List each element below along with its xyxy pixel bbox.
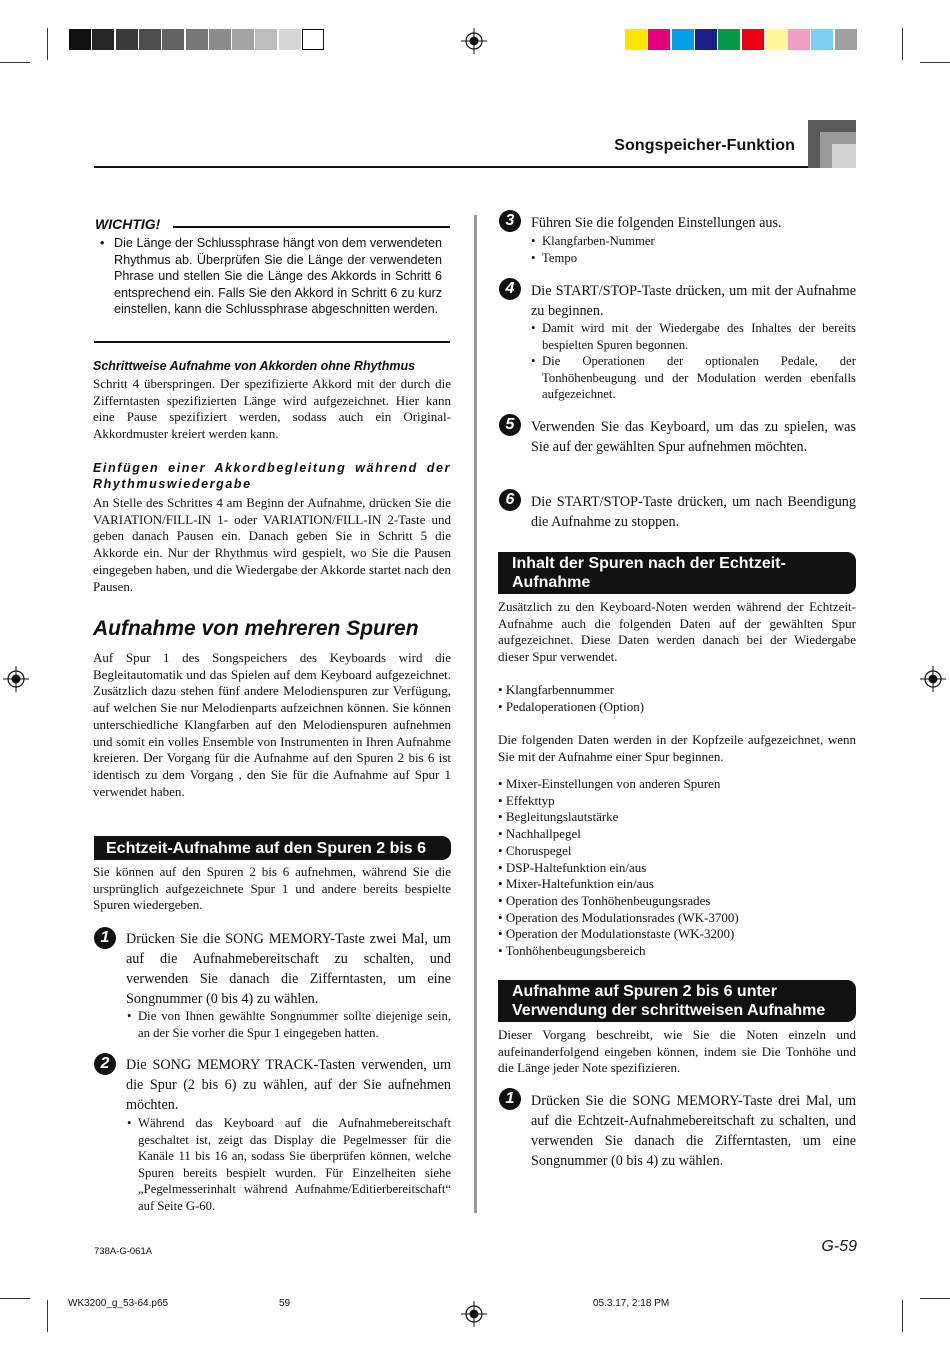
warning-body: Die Länge der Schlussphrase hängt von dem verwendeten Rhythmus ab. Überprüfen Sie die Länge der verwendeten Phrase und stellen Sie die Länge des Akkords in Schritt 6 entsprechend ein. Falls Sie den Akkord in Schritt 6 zu kurz einstellen, kann die Schlussphrase abgeschnitten werden. <box>114 236 442 317</box>
list-item: • DSP-Haltefunktion ein/aus <box>498 860 856 877</box>
step-number-2: 2 <box>94 1053 116 1075</box>
list-item: • Choruspegel <box>498 843 856 860</box>
list-item: • Tempo <box>531 250 856 267</box>
section-bar-step-recording <box>498 980 856 1022</box>
subheading-step-chords: Schrittweise Aufnahme von Akkorden ohne Rhythmus <box>93 359 416 373</box>
subheading-insert-chords: Einfügen einer Akkordbegleitung während der Rhythmuswiedergabe <box>93 461 451 491</box>
gray-swatch <box>69 29 91 50</box>
color-swatch <box>648 29 670 50</box>
step-number-6: 6 <box>499 489 521 511</box>
gray-swatch <box>302 29 324 50</box>
gray-swatch <box>116 29 138 50</box>
gray-swatch <box>92 29 114 50</box>
step-number-b1: 1 <box>499 1088 521 1110</box>
gray-swatch <box>186 29 208 50</box>
step-number-3: 3 <box>499 210 521 232</box>
paragraph-insert-chords: An Stelle des Schrittes 4 am Beginn der Aufnahme, drücken Sie die VARIATION/FILL-IN 1- oder VARIATION/FILL-IN 2-Taste und geben danach Pausen ein. Danach geben Sie in Schritt 5 die Akkorde ein. Nur der Rhythmus wird gespielt, wo Sie die Pausen eingegeben haben, und die Wiedergabe der Akkorde startet nach den Pausen. <box>93 495 451 594</box>
warning-text <box>100 235 442 318</box>
recorded-data-list <box>498 682 856 715</box>
list-item: • Effekttyp <box>498 793 856 810</box>
step-2-text: Die SONG MEMORY TRACK-Tasten verwenden, um die Spur (2 bis 6) zu wählen, auf der Sie aufnehmen möchten. <box>126 1057 451 1113</box>
gray-swatch <box>255 29 277 50</box>
page-number: G-59 <box>821 1238 857 1255</box>
step-2-notes <box>127 1115 451 1215</box>
paragraph-multitrack: Auf Spur 1 des Songspeichers des Keyboards wird die Begleitautomatik und das Spielen auf dem Keyboard aufgezeichnet. Zusätzlich dazu stehen fünf andere Melodienspuren zur Verfügung, auf welchen Sie nur Melodienparts aufzeichnen können. Sie können unterschiedliche Klangfarben auf den Melodienspuren aufnehmen und somit ein volles Ensemble von Instrumenten in Ihren Aufnahme kreieren. Der Vorgang für die Aufnahme auf den Spuren 2 bis 6 ist identisch zu dem Vorgang , den Sie für die Aufnahme auf Spur 1 verwendet haben. <box>93 650 451 799</box>
color-swatch <box>811 29 833 50</box>
warning-rule-top <box>173 226 450 228</box>
color-swatch <box>742 29 764 50</box>
step-3-notes <box>531 233 856 266</box>
step-4-text: Die START/STOP-Taste drücken, um mit der Aufnahme zu beginnen. <box>531 283 856 319</box>
paragraph-realtime-intro: Sie können auf den Spuren 2 bis 6 aufnehmen, während Sie die ursprünglich aufgezeichnete Spur 1 und andere bereits bespielte Spuren wiedergeben. <box>93 864 451 913</box>
main-heading: Aufnahme von mehreren Spuren <box>93 617 419 640</box>
gray-swatch <box>139 29 161 50</box>
list-item: • Klangfarbennummer <box>498 682 856 699</box>
registration-mark-bottom <box>461 1301 487 1327</box>
registration-mark-right <box>920 666 946 692</box>
list-item: • Nachhallpegel <box>498 826 856 843</box>
list-item: • Operation des Tonhöhenbeugungsrades <box>498 893 856 910</box>
list-item: • Während das Keyboard auf die Aufnahmebereitschaft geschaltet ist, zeigt das Display die Pegelmesser für die Kanäle 11 bis 16 an, sodass Sie überprüfen können, welche Spuren bereits bespielt wurden. Für Einzelheiten siehe „Pegelmesserinhalt während Aufnahme/Editierbereitschaft“ auf Seite G-60. <box>127 1115 451 1215</box>
print-date: 05.3.17, 2:18 PM <box>593 1298 670 1309</box>
list-item: • Begleitungslautstärke <box>498 809 856 826</box>
paragraph-step-recording: Dieser Vorgang beschreibt, wie Sie die Noten einzeln und aufeinanderfolgend eingeben können, indem sie Die Tonhöhe und die Länge jeder Note spezifizieren. <box>498 1027 856 1076</box>
color-swatch <box>788 29 810 50</box>
bullet-icon: • <box>100 236 105 250</box>
color-swatch <box>718 29 740 50</box>
step-number-4: 4 <box>499 278 521 300</box>
step-1-notes <box>127 1008 451 1041</box>
step-b1-text: Drücken Sie die SONG MEMORY-Taste drei Mal, um auf die Echtzeit-Aufnahmebereitschaft zu schalten, und verwenden Sie danach die Zifferntasten, um eine Songnummer (0 bis 4) zu wählen. <box>531 1093 856 1169</box>
step-3-text: Führen Sie die folgenden Einstellungen aus. <box>531 215 782 231</box>
section-tab-graphic <box>808 120 856 168</box>
registration-mark-top <box>461 28 487 54</box>
section-bar-track-contents <box>498 552 856 594</box>
color-swatch <box>695 29 717 50</box>
gray-swatch <box>232 29 254 50</box>
print-page-number: 59 <box>279 1298 291 1309</box>
step-1-text: Drücken Sie die SONG MEMORY-Taste zwei Mal, um auf die Aufnahmebereitschaft zu schalten, und verwenden Sie danach die Zifferntasten, um eine Songnummer (0 bis 4) zu wählen. <box>126 931 451 1007</box>
list-item: • Die von Ihnen gewählte Songnummer sollte diejenige sein, an der Sie vorher die Spur 1 eingegeben hatten. <box>127 1008 451 1041</box>
step-number-1: 1 <box>94 927 116 949</box>
registration-mark-left <box>3 666 29 692</box>
section-bar-track-contents-line2: Aufnahme <box>512 574 591 591</box>
header-rule <box>94 166 856 168</box>
list-item: • Tonhöhenbeugungsbereich <box>498 943 856 960</box>
color-swatch <box>672 29 694 50</box>
list-item: • Mixer-Haltefunktion ein/aus <box>498 876 856 893</box>
list-item: • Pedaloperationen (Option) <box>498 699 856 716</box>
paragraph-step-chords: Schritt 4 überspringen. Der spezifizierte Akkord mit der durch die Zifferntasten spezifizierten Länge wird aufgezeichnet. Hier kann eine Pause spezifiziert werden, sodass auch ein Original-Akkordmuster kreiert werden kann. <box>93 376 451 442</box>
warning-rule-bottom <box>94 341 450 343</box>
list-item: • Mixer-Einstellungen von anderen Spuren <box>498 776 856 793</box>
color-swatch <box>765 29 787 50</box>
step-5-text: Verwenden Sie das Keyboard, um das zu spielen, was Sie auf der gewählten Spur aufnehmen möchten. <box>531 419 856 455</box>
file-name: WK3200_g_53-64.p65 <box>68 1298 169 1309</box>
document-code: 738A-G-061A <box>94 1246 153 1257</box>
step-4-notes <box>531 320 856 403</box>
step-number-5: 5 <box>499 414 521 436</box>
column-divider <box>474 215 477 1213</box>
color-swatch <box>625 29 647 50</box>
list-item: • Damit wird mit der Wiedergabe des Inhaltes der bereits bespielten Spuren begonnen. <box>531 320 856 353</box>
gray-swatch <box>162 29 184 50</box>
header-data-list <box>498 776 856 960</box>
section-title: Songspeicher-Funktion <box>614 137 795 154</box>
paragraph-track-contents: Zusätzlich zu den Keyboard-Noten werden während der Echtzeit-Aufnahme auch die folgenden Daten auf der gewählten Spur aufgezeichnet. Diese Daten werden danach bei der Wiedergabe dieser Spur verwendet. <box>498 599 856 665</box>
color-swatch <box>835 29 857 50</box>
list-item: • Operation des Modulationsrades (WK-3700) <box>498 910 856 927</box>
section-bar-step-recording-line1: Aufnahme auf Spuren 2 bis 6 unter <box>512 983 777 1000</box>
list-item: • Klangfarben-Nummer <box>531 233 856 250</box>
step-6-text: Die START/STOP-Taste drücken, um nach Beendigung die Aufnahme zu stoppen. <box>531 494 856 530</box>
list-item: • Die Operationen der optionalen Pedale, der Tonhöhenbeugung und der Modulation werden ebenfalls aufgezeichnet. <box>531 353 856 403</box>
warning-title: WICHTIG! <box>95 216 161 232</box>
gray-swatch <box>209 29 231 50</box>
list-item: • Operation der Modulationstaste (WK-3200) <box>498 926 856 943</box>
section-bar-track-contents-line1: Inhalt der Spuren nach der Echtzeit- <box>512 555 786 572</box>
gray-swatch <box>279 29 301 50</box>
section-bar-realtime: Echtzeit-Aufnahme auf den Spuren 2 bis 6 <box>94 836 451 860</box>
section-bar-step-recording-line2: Verwendung der schrittweisen Aufnahme <box>512 1002 826 1019</box>
paragraph-header-data: Die folgenden Daten werden in der Kopfzeile aufgezeichnet, wenn Sie mit der Aufnahme einer Spur beginnen. <box>498 732 856 764</box>
